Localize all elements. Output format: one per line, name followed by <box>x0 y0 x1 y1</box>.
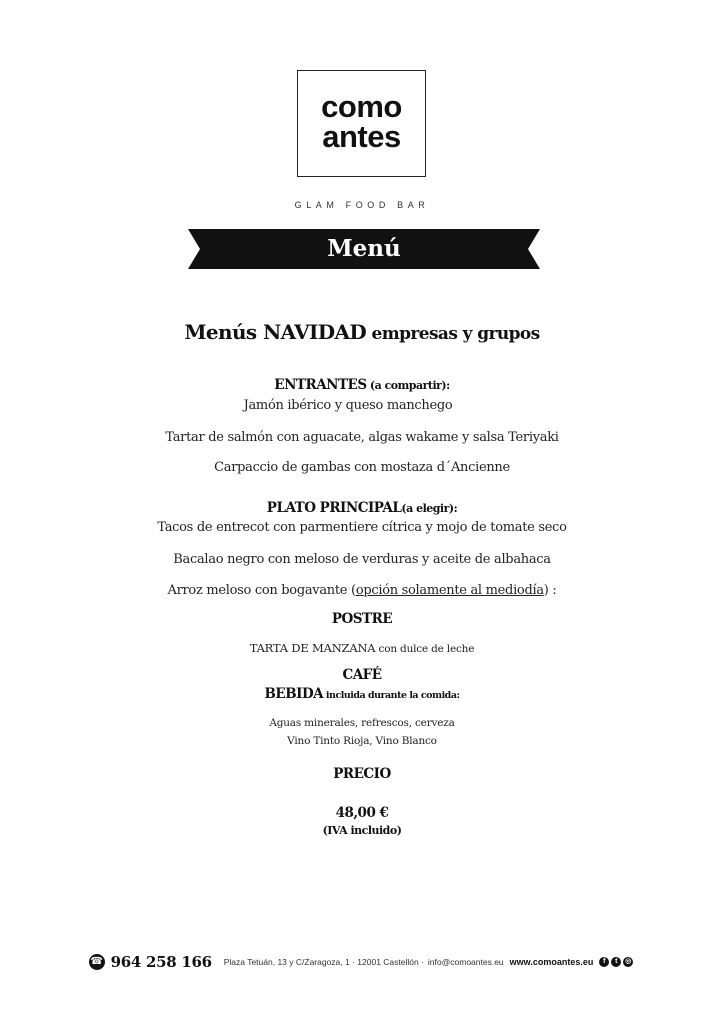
precio-amount: 48,00 € <box>335 805 389 821</box>
principal-item-2: Bacalao negro con meloso de verduras y aceite de albahaca <box>173 552 551 567</box>
entrantes-label: ENTRANTES <box>274 377 367 393</box>
logo-line-1: como <box>321 89 402 124</box>
postre-item <box>0 641 724 655</box>
title-rest: empresas y grupos <box>366 324 540 344</box>
twitter-icon[interactable]: t <box>611 957 621 967</box>
principal-item-3 <box>0 583 724 598</box>
bebida-item-2: Vino Tinto Rioja, Vino Blanco <box>287 735 437 747</box>
principal-item-3-suffix: ) : <box>543 583 557 598</box>
page-title <box>0 320 724 344</box>
footer-phone[interactable]: 964 258 166 <box>110 953 212 971</box>
principal-label: PLATO PRINCIPAL <box>266 500 402 516</box>
tagline: GLAM FOOD BAR <box>294 200 430 210</box>
entrantes-item-3: Carpaccio de gambas con mostaza d´Ancienne <box>214 460 510 475</box>
principal-item-3-note: opción solamente al mediodía <box>355 583 544 598</box>
cafe-heading: CAFÉ <box>342 667 382 683</box>
bebida-item-1: Aguas minerales, refrescos, cerveza <box>269 717 455 729</box>
footer-website-link[interactable]: www.comoantes.eu <box>509 957 594 967</box>
logo-line-2: antes <box>322 119 401 154</box>
bebida-label: BEBIDA <box>264 686 324 702</box>
phone-icon: ☎ <box>89 954 105 970</box>
precio-heading: PRECIO <box>333 766 391 782</box>
postre-item-emphasis: TARTA DE MANZANA <box>249 641 376 655</box>
entrantes-heading <box>0 377 724 393</box>
footer-email-link[interactable]: info@comoantes.eu <box>427 957 504 967</box>
bebida-note: incluida durante la comida: <box>323 690 460 701</box>
principal-heading <box>0 500 724 516</box>
principal-item-1: Tacos de entrecot con parmentiere cítrica y mojo de tomate seco <box>157 520 567 535</box>
principal-item-3-prefix: Arroz meloso con bogavante ( <box>167 583 356 598</box>
facebook-icon[interactable]: f <box>599 957 609 967</box>
postre-item-rest: con dulce de leche <box>375 643 475 655</box>
title-main: Menús <box>184 320 263 344</box>
footer-address: Plaza Tetuán, 13 y C/Zaragoza, 1 · 12001 Castellón · <box>223 957 424 967</box>
entrantes-note: (a compartir): <box>366 379 450 392</box>
logo <box>297 70 426 177</box>
menu-banner-label: Menú <box>327 235 401 262</box>
entrantes-item-2: Tartar de salmón con aguacate, algas wakame y salsa Teriyaki <box>165 430 559 445</box>
entrantes-item-1: Jamón ibérico y queso manchego <box>243 398 453 413</box>
footer <box>0 951 724 973</box>
instagram-icon[interactable]: ◎ <box>625 958 632 965</box>
title-emphasis: NAVIDAD <box>262 320 367 344</box>
postre-heading: POSTRE <box>331 611 393 627</box>
precio-tax-note: (IVA incluido) <box>322 824 402 837</box>
principal-note: (a elegir): <box>401 502 458 515</box>
bebida-heading <box>0 686 724 702</box>
